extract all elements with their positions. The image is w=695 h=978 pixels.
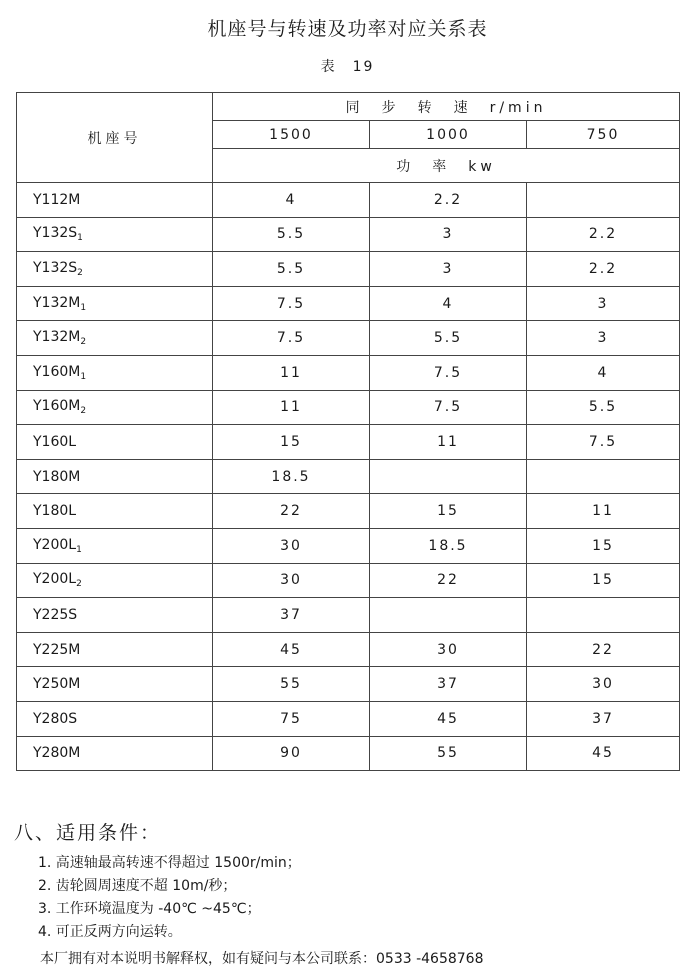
table-row bbox=[17, 736, 680, 771]
cell-power-750: 2.2 bbox=[527, 217, 680, 252]
cell-power-750: 2.2 bbox=[527, 252, 680, 287]
header-speed-750: 750 bbox=[527, 121, 680, 149]
cell-model bbox=[17, 459, 213, 494]
cell-power-1000: 3 bbox=[370, 252, 527, 287]
header-speed-1000: 1000 bbox=[370, 121, 527, 149]
cell-power-1500: 18.5 bbox=[213, 459, 370, 494]
table-row bbox=[17, 355, 680, 390]
cell-model bbox=[17, 252, 213, 287]
cell-power-750: 7.5 bbox=[527, 425, 680, 460]
cell-power-1000: 15 bbox=[370, 494, 527, 529]
model-subscript: 2 bbox=[80, 337, 87, 348]
header-model: 机座号 bbox=[17, 93, 213, 183]
table-row bbox=[17, 252, 680, 287]
model-code: Y112M bbox=[33, 191, 81, 208]
footer-note: 本厂拥有对本说明书解释权，如有疑问与本公司联系：0533 -4658768 bbox=[40, 951, 484, 967]
cell-power-750 bbox=[527, 459, 680, 494]
model-subscript: 1 bbox=[77, 233, 83, 244]
cell-power-1000: 2.2 bbox=[370, 183, 527, 218]
table-row bbox=[17, 459, 680, 494]
list-item: 3. 工作环境温度为 -40℃ ~45℃； bbox=[38, 901, 261, 917]
speed-power-table bbox=[16, 92, 680, 771]
table-row bbox=[17, 286, 680, 321]
model-code: Y180M bbox=[33, 468, 81, 485]
cell-power-750: 15 bbox=[527, 563, 680, 598]
cell-power-1500: 30 bbox=[213, 563, 370, 598]
section-heading: 八、适用条件： bbox=[14, 822, 162, 844]
table-row bbox=[17, 701, 680, 736]
table-row bbox=[17, 425, 680, 460]
model-code: Y180L bbox=[33, 503, 77, 520]
cell-power-1000: 3 bbox=[370, 217, 527, 252]
cell-power-1500: 4 bbox=[213, 183, 370, 218]
cell-power-750: 5.5 bbox=[527, 390, 680, 425]
model-code: Y160M bbox=[33, 398, 81, 415]
table-row bbox=[17, 563, 680, 598]
model-code: Y280S bbox=[33, 710, 78, 727]
cell-model bbox=[17, 667, 213, 702]
cell-power-1000: 45 bbox=[370, 701, 527, 736]
model-code: Y132M bbox=[33, 329, 81, 346]
cell-power-1500: 75 bbox=[213, 701, 370, 736]
model-code: Y250M bbox=[33, 676, 81, 693]
cell-model bbox=[17, 563, 213, 598]
cell-model bbox=[17, 736, 213, 771]
cell-power-750: 3 bbox=[527, 286, 680, 321]
cell-power-750: 4 bbox=[527, 355, 680, 390]
model-code: Y200L bbox=[33, 536, 77, 553]
cell-power-1500: 5.5 bbox=[213, 217, 370, 252]
cell-power-750: 3 bbox=[527, 321, 680, 356]
cell-model bbox=[17, 425, 213, 460]
model-subscript: 1 bbox=[76, 544, 82, 555]
model-subscript: 2 bbox=[80, 406, 87, 417]
table-row bbox=[17, 217, 680, 252]
table-row bbox=[17, 667, 680, 702]
table-row bbox=[17, 632, 680, 667]
cell-model bbox=[17, 598, 213, 633]
list-item: 1. 高速轴最高转速不得超过 1500r/min； bbox=[38, 855, 301, 871]
page-title: 机座号与转速及功率对应关系表 bbox=[207, 18, 488, 40]
cell-power-1500: 37 bbox=[213, 598, 370, 633]
conditions-list bbox=[38, 852, 301, 944]
cell-model bbox=[17, 390, 213, 425]
cell-power-1500: 90 bbox=[213, 736, 370, 771]
model-subscript: 1 bbox=[80, 302, 87, 313]
cell-power-750: 37 bbox=[527, 701, 680, 736]
list-item: 2. 齿轮圆周速度不超 10m/秒； bbox=[38, 878, 237, 894]
cell-power-1500: 11 bbox=[213, 355, 370, 390]
cell-power-1000 bbox=[370, 598, 527, 633]
model-subscript: 2 bbox=[76, 579, 82, 590]
cell-power-1500: 55 bbox=[213, 667, 370, 702]
model-code: Y280M bbox=[33, 745, 81, 762]
cell-power-1000: 18.5 bbox=[370, 528, 527, 563]
cell-power-750: 22 bbox=[527, 632, 680, 667]
cell-power-1500: 11 bbox=[213, 390, 370, 425]
cell-power-750: 11 bbox=[527, 494, 680, 529]
cell-model bbox=[17, 355, 213, 390]
cell-power-1000: 30 bbox=[370, 632, 527, 667]
cell-power-1000: 11 bbox=[370, 425, 527, 460]
cell-power-1500: 22 bbox=[213, 494, 370, 529]
model-code: Y200L bbox=[33, 571, 77, 588]
model-subscript: 1 bbox=[80, 371, 87, 382]
model-code: Y225S bbox=[33, 606, 78, 623]
cell-model bbox=[17, 286, 213, 321]
cell-power-750: 45 bbox=[527, 736, 680, 771]
model-code: Y160L bbox=[33, 433, 77, 450]
cell-power-1500: 7.5 bbox=[213, 286, 370, 321]
table-row bbox=[17, 598, 680, 633]
cell-model bbox=[17, 701, 213, 736]
model-code: Y132M bbox=[33, 294, 81, 311]
model-code: Y160M bbox=[33, 363, 81, 380]
cell-power-750: 30 bbox=[527, 667, 680, 702]
cell-power-1000: 22 bbox=[370, 563, 527, 598]
table-row bbox=[17, 390, 680, 425]
header-power: 功 率 kw bbox=[213, 149, 680, 183]
cell-model bbox=[17, 528, 213, 563]
cell-power-1000: 4 bbox=[370, 286, 527, 321]
cell-power-1500: 5.5 bbox=[213, 252, 370, 287]
cell-power-750 bbox=[527, 598, 680, 633]
cell-power-1000: 7.5 bbox=[370, 355, 527, 390]
table-row bbox=[17, 494, 680, 529]
cell-power-1500: 30 bbox=[213, 528, 370, 563]
header-row-speed bbox=[17, 93, 680, 121]
model-code: Y132S bbox=[33, 259, 78, 276]
cell-power-1500: 15 bbox=[213, 425, 370, 460]
table-row bbox=[17, 183, 680, 218]
cell-model bbox=[17, 321, 213, 356]
cell-power-1000: 7.5 bbox=[370, 390, 527, 425]
cell-model bbox=[17, 183, 213, 218]
model-subscript: 2 bbox=[77, 267, 83, 278]
list-item: 4. 可正反两方向运转。 bbox=[38, 924, 182, 940]
cell-model bbox=[17, 632, 213, 667]
model-code: Y225M bbox=[33, 641, 81, 658]
header-speed: 同 步 转 速 r/min bbox=[213, 93, 680, 121]
table-row bbox=[17, 321, 680, 356]
model-code: Y132S bbox=[33, 225, 78, 242]
cell-power-750: 15 bbox=[527, 528, 680, 563]
cell-model bbox=[17, 494, 213, 529]
cell-power-750 bbox=[527, 183, 680, 218]
cell-power-1500: 7.5 bbox=[213, 321, 370, 356]
table-label: 表 19 bbox=[320, 59, 375, 75]
cell-power-1000: 5.5 bbox=[370, 321, 527, 356]
cell-power-1000 bbox=[370, 459, 527, 494]
cell-model bbox=[17, 217, 213, 252]
header-speed-1500: 1500 bbox=[213, 121, 370, 149]
cell-power-1000: 55 bbox=[370, 736, 527, 771]
cell-power-1000: 37 bbox=[370, 667, 527, 702]
table-row bbox=[17, 528, 680, 563]
cell-power-1500: 45 bbox=[213, 632, 370, 667]
